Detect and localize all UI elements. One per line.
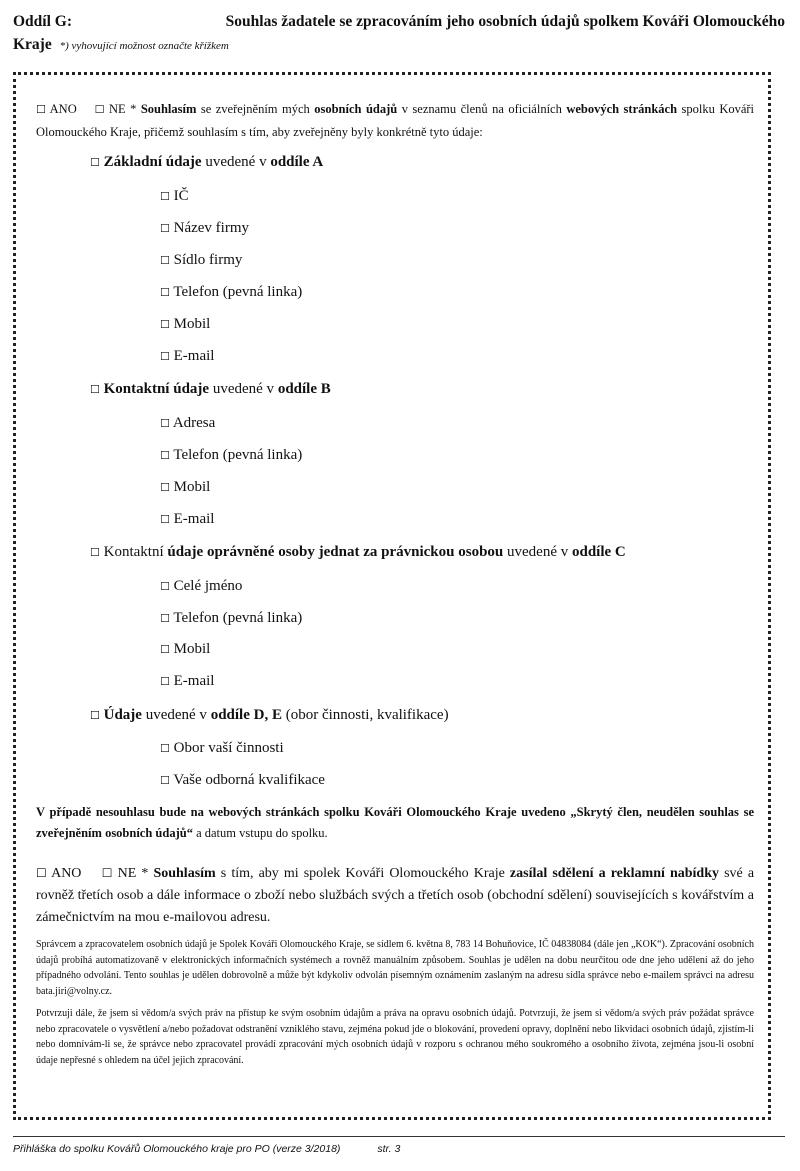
option-item xyxy=(160,316,210,333)
consent2-yes-checkbox[interactable]: ☐ xyxy=(36,866,47,880)
option-checkbox[interactable]: ☐ xyxy=(160,643,170,656)
option-label: Vaše odborná kvalifikace xyxy=(173,772,325,788)
option-checkbox[interactable]: ☐ xyxy=(160,612,170,625)
section-title-end: Kraje xyxy=(13,36,52,53)
option-label: E-mail xyxy=(173,511,215,527)
consent2-yes-label: ANO xyxy=(51,866,82,881)
option-checkbox[interactable]: ☐ xyxy=(160,675,170,688)
consent2-no-label: NE * xyxy=(117,866,149,881)
option-checkbox[interactable]: ☐ xyxy=(160,513,170,526)
option-checkbox[interactable]: ☐ xyxy=(160,742,170,755)
option-item xyxy=(160,348,214,365)
section-de-note: (obor činnosti, kvalifikace) xyxy=(285,707,449,723)
option-item xyxy=(160,511,214,528)
data-controller-info: Správcem a zpracovatelem osobních údajů je Spolek Kováři Olomouckého Kraje, se sídlem 6. května 8, 783 14 Bohuňovice, IČ 04838084 (dále jen „KOK“). Zpracování osobních údajů probíhá automatizovaně v elektronických informačních systémech a rovněž manuálním způsobem. Souhlas je udělen na dobu neurčitou ode dne jeho udělení až do jeho případného odvolání. Tento souhlas je udělen dobrovolně a může být kdykoliv odvolán písemným oznámením zaslaným na adresu sídla správce nebo e-mailem správci na adresu bata.jiri@volny.cz. xyxy=(36,939,754,997)
section-label: Oddíl G: xyxy=(13,13,73,30)
option-label: IČ xyxy=(173,188,189,204)
consent1-no-label: NE * xyxy=(108,102,137,116)
page-footer xyxy=(13,1143,400,1155)
option-item xyxy=(160,641,210,658)
option-item xyxy=(160,578,242,595)
section-b-checkbox[interactable]: ☐ xyxy=(90,383,100,396)
consent1-agree-word: Souhlasím xyxy=(140,102,197,116)
option-label: Obor vaší činnosti xyxy=(173,740,284,756)
option-label: Telefon (pevná linka) xyxy=(173,610,303,626)
option-checkbox[interactable]: ☐ xyxy=(160,286,170,299)
option-label: Mobil xyxy=(173,479,211,495)
section-c-title: údaje oprávněné osoby jednat za právnickou osobou xyxy=(167,544,504,560)
option-label: Mobil xyxy=(173,641,211,657)
consent1-text-a: se zveřejněním mých xyxy=(200,102,310,116)
footer-title: Přihláška do spolku Kovářů Olomouckého kraje pro PO (verze 3/2018) xyxy=(13,1143,341,1155)
option-label: Mobil xyxy=(173,316,211,332)
section-a-option xyxy=(90,154,323,171)
notice-text-end: a datum vstupu do spolku. xyxy=(196,826,328,840)
section-header xyxy=(13,10,785,58)
section-a-title: Základní údaje xyxy=(103,154,202,170)
option-item xyxy=(160,479,210,496)
section-c-text0: Kontaktní xyxy=(103,544,164,560)
option-label: Název firmy xyxy=(173,220,250,236)
option-checkbox[interactable]: ☐ xyxy=(160,190,170,203)
disagreement-notice xyxy=(36,802,754,844)
consent2-text-b: zasílal sdělení a reklamní nabídky xyxy=(509,866,720,881)
instruction-note: *) vyhovující možnost označte křížkem xyxy=(59,40,229,52)
page-number: str. 3 xyxy=(377,1143,401,1155)
option-item xyxy=(160,284,302,301)
option-item xyxy=(160,188,189,205)
section-b-text: uvedené v xyxy=(212,381,275,397)
option-checkbox[interactable]: ☐ xyxy=(160,580,170,593)
option-label: E-mail xyxy=(173,673,215,689)
consent1-text-b: osobních údajů xyxy=(314,102,398,116)
section-c-option xyxy=(90,544,626,561)
section-b-option xyxy=(90,381,331,398)
section-title xyxy=(13,10,785,33)
section-de-option xyxy=(90,707,449,724)
consent1-yes-checkbox[interactable]: ☐ xyxy=(36,103,46,116)
consent1-yes-label: ANO xyxy=(49,102,77,116)
option-label: Celé jméno xyxy=(173,578,243,594)
option-checkbox[interactable]: ☐ xyxy=(160,417,170,430)
consent2-no-checkbox[interactable]: ☐ xyxy=(101,866,113,880)
section-de-title: Údaje xyxy=(103,707,142,723)
consent2-text-c: své a rovněž třetích osob a dále informace o zboží nebo službách svých a třetích osob (obchodní sdělení) souvisejících s kovářstvím a zámečnictvím na mou e-mailovou adresu. xyxy=(36,866,755,925)
option-label: Sídlo firmy xyxy=(173,252,243,268)
option-checkbox[interactable]: ☐ xyxy=(160,350,170,363)
section-c-checkbox[interactable]: ☐ xyxy=(90,546,100,559)
option-label: E-mail xyxy=(173,348,215,364)
option-label: Telefon (pevná linka) xyxy=(173,447,303,463)
data-rights-info: Potvrzuji dále, že jsem si vědom/a svých práv na přístup ke svým osobním údajům a práva na opravu osobních údajů. Potvrzuji, že jsem si vědom/a svých práv požádat správce nebo zpracovatele o vysvětlení a/nebo požadovat odstranění vzniklého stavu, zejména pokud jde o blokování, provedení opravy, doplnění nebo likvidaci osobních údajů, zjistím-li nebo domnívám-li se, že správce nebo zpracovatel provádí zpracování mých osobních údajů v rozporu s ochranou mého soukromého a osobního života, zejména jsou-li osobní údaje nepřesné s ohledem na účel jejich zpracování. xyxy=(36,1008,754,1066)
option-checkbox[interactable]: ☐ xyxy=(160,481,170,494)
section-b-ref: oddíle B xyxy=(277,381,331,397)
section-b-title: Kontaktní údaje xyxy=(103,381,210,397)
consent1-no-checkbox[interactable]: ☐ xyxy=(94,103,105,116)
footer-divider xyxy=(13,1136,785,1137)
option-checkbox[interactable]: ☐ xyxy=(160,449,170,462)
consent2-agree-word: Souhlasím xyxy=(153,866,216,881)
option-item xyxy=(160,447,302,464)
section-a-ref: oddíle A xyxy=(270,154,324,170)
notice-text: V případě nesouhlasu bude na webových stránkách spolku Kováři Olomouckého Kraje uvedeno „Skrytý člen, neudělen souhlas se zveřejněním osobních údajů“ xyxy=(36,805,754,840)
consent-marketing-paragraph xyxy=(36,862,754,929)
option-item xyxy=(160,252,242,269)
option-item xyxy=(160,610,302,627)
section-de-text: uvedené v xyxy=(145,707,207,723)
option-checkbox[interactable]: ☐ xyxy=(160,318,170,331)
section-a-text: uvedené v xyxy=(205,154,267,170)
section-title-text: Souhlas žadatele se zpracováním jeho osobních údajů spolkem Kováři Olomouckého xyxy=(225,13,785,30)
option-item xyxy=(160,740,284,757)
section-c-text: uvedené v xyxy=(507,544,569,560)
option-label: Adresa xyxy=(172,415,216,431)
section-c-ref: oddíle C xyxy=(572,544,626,560)
section-a-checkbox[interactable]: ☐ xyxy=(90,156,100,169)
consent1-text-d: webových stránkách xyxy=(566,102,678,116)
option-item xyxy=(160,772,325,789)
option-item xyxy=(160,220,249,237)
section-de-ref: oddíle D, E xyxy=(210,707,282,723)
consent1-text-c: v seznamu členů na oficiálních xyxy=(401,102,562,116)
consent1-text-e: spolku Kováři Olomouckého Kraje, přičemž souhlasím s tím, aby zveřejněny byly konkrétně tyto údaje: xyxy=(36,102,755,139)
option-item xyxy=(160,673,214,690)
option-checkbox[interactable]: ☐ xyxy=(160,774,170,787)
consent2-text-a: s tím, aby mi spolek Kováři Olomouckého Kraje xyxy=(220,866,505,881)
option-label: Telefon (pevná linka) xyxy=(173,284,303,300)
option-checkbox[interactable]: ☐ xyxy=(160,254,170,267)
section-de-checkbox[interactable]: ☐ xyxy=(90,709,100,722)
option-checkbox[interactable]: ☐ xyxy=(160,222,170,235)
consent-publish-paragraph xyxy=(36,98,754,143)
option-item xyxy=(160,415,215,432)
